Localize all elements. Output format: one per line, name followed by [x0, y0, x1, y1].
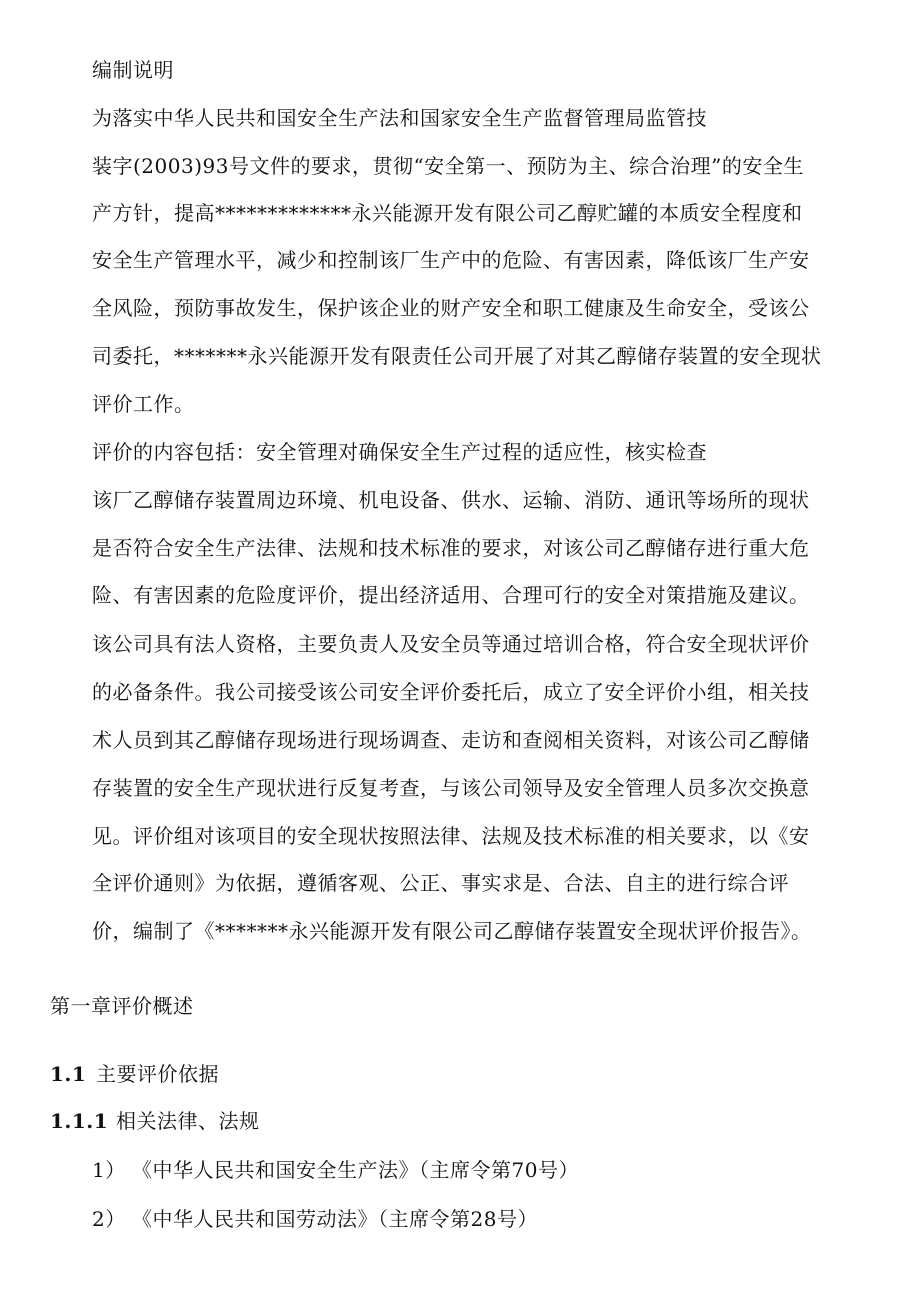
section-1-1-1-heading: [50, 1107, 260, 1135]
chapter-title: 第一章评价概述: [50, 994, 194, 1018]
list-item: [92, 1205, 538, 1233]
section-number: 1.1.1: [50, 1109, 109, 1133]
para1-line-5: 全风险，预防事故发生，保护该企业的财产安全和职工健康及生命安全，受该公: [92, 296, 810, 320]
para1-line-3: 产方针，提高*************永兴能源开发有限公司乙醇贮罐的本质安全程度和: [92, 201, 803, 225]
para2-line-3: 是否符合安全生产法律、法规和技术标准的要求，对该公司乙醇储存进行重大危: [92, 536, 810, 560]
para1-line-4: 安全生产管理水平，减少和控制该厂生产中的危险、有害因素，降低该厂生产安: [92, 248, 810, 272]
list-item-number: 1）: [92, 1158, 126, 1182]
para2-line-1: 评价的内容包括：安全管理对确保安全生产过程的适应性，核实检查: [92, 440, 707, 464]
section-title: 相关法律、法规: [116, 1109, 260, 1133]
para3-line-3: 术人员到其乙醇储存现场进行现场调查、走访和查阅相关资料，对该公司乙醇储: [92, 728, 810, 752]
section-1-1-heading: [50, 1060, 219, 1088]
para1-line-1: 为落实中华人民共和国安全生产法和国家安全生产监督管理局监管技: [92, 106, 707, 130]
para1-line-7: 评价工作。: [92, 392, 195, 416]
para3-line-4: 存装置的安全生产现状进行反复考查，与该公司领导及安全管理人员多次交换意: [92, 776, 810, 800]
list-item: [92, 1156, 579, 1184]
para1-line-6: 司委托，*******永兴能源开发有限责任公司开展了对其乙醇储存装置的安全现状: [92, 344, 822, 368]
para3-line-7: 价，编制了《*******永兴能源开发有限公司乙醇储存装置安全现状评价报告》。: [92, 919, 812, 943]
para1-line-2: 装字(2003)93号文件的要求，贯彻“安全第一、预防为主、综合治理”的安全生: [92, 154, 804, 178]
list-item-text: 《中华人民共和国劳动法》（主席令第28号）: [132, 1207, 538, 1231]
para2-line-2: 该厂乙醇储存装置周边环境、机电设备、供水、运输、消防、通讯等场所的现状: [92, 488, 810, 512]
section-title: 主要评价依据: [96, 1062, 219, 1086]
para2-line-4: 险、有害因素的危险度评价，提出经济适用、合理可行的安全对策措施及建议。: [92, 583, 810, 607]
list-item-number: 2）: [92, 1207, 126, 1231]
para3-line-1: 该公司具有法人资格，主要负责人及安全员等通过培训合格，符合安全现状评价: [92, 632, 810, 656]
section-number: 1.1: [50, 1062, 87, 1086]
para3-line-2: 的必备条件。我公司接受该公司安全评价委托后，成立了安全评价小组，相关技: [92, 680, 810, 704]
para3-line-6: 全评价通则》为依据，遵循客观、公正、事实求是、合法、自主的进行综合评: [92, 871, 789, 895]
list-item-text: 《中华人民共和国安全生产法》（主席令第70号）: [132, 1158, 579, 1182]
doc-title: 编制说明: [92, 58, 174, 82]
para3-line-5: 见。评价组对该项目的安全现状按照法律、法规及技术标准的相关要求，以《安: [92, 824, 810, 848]
